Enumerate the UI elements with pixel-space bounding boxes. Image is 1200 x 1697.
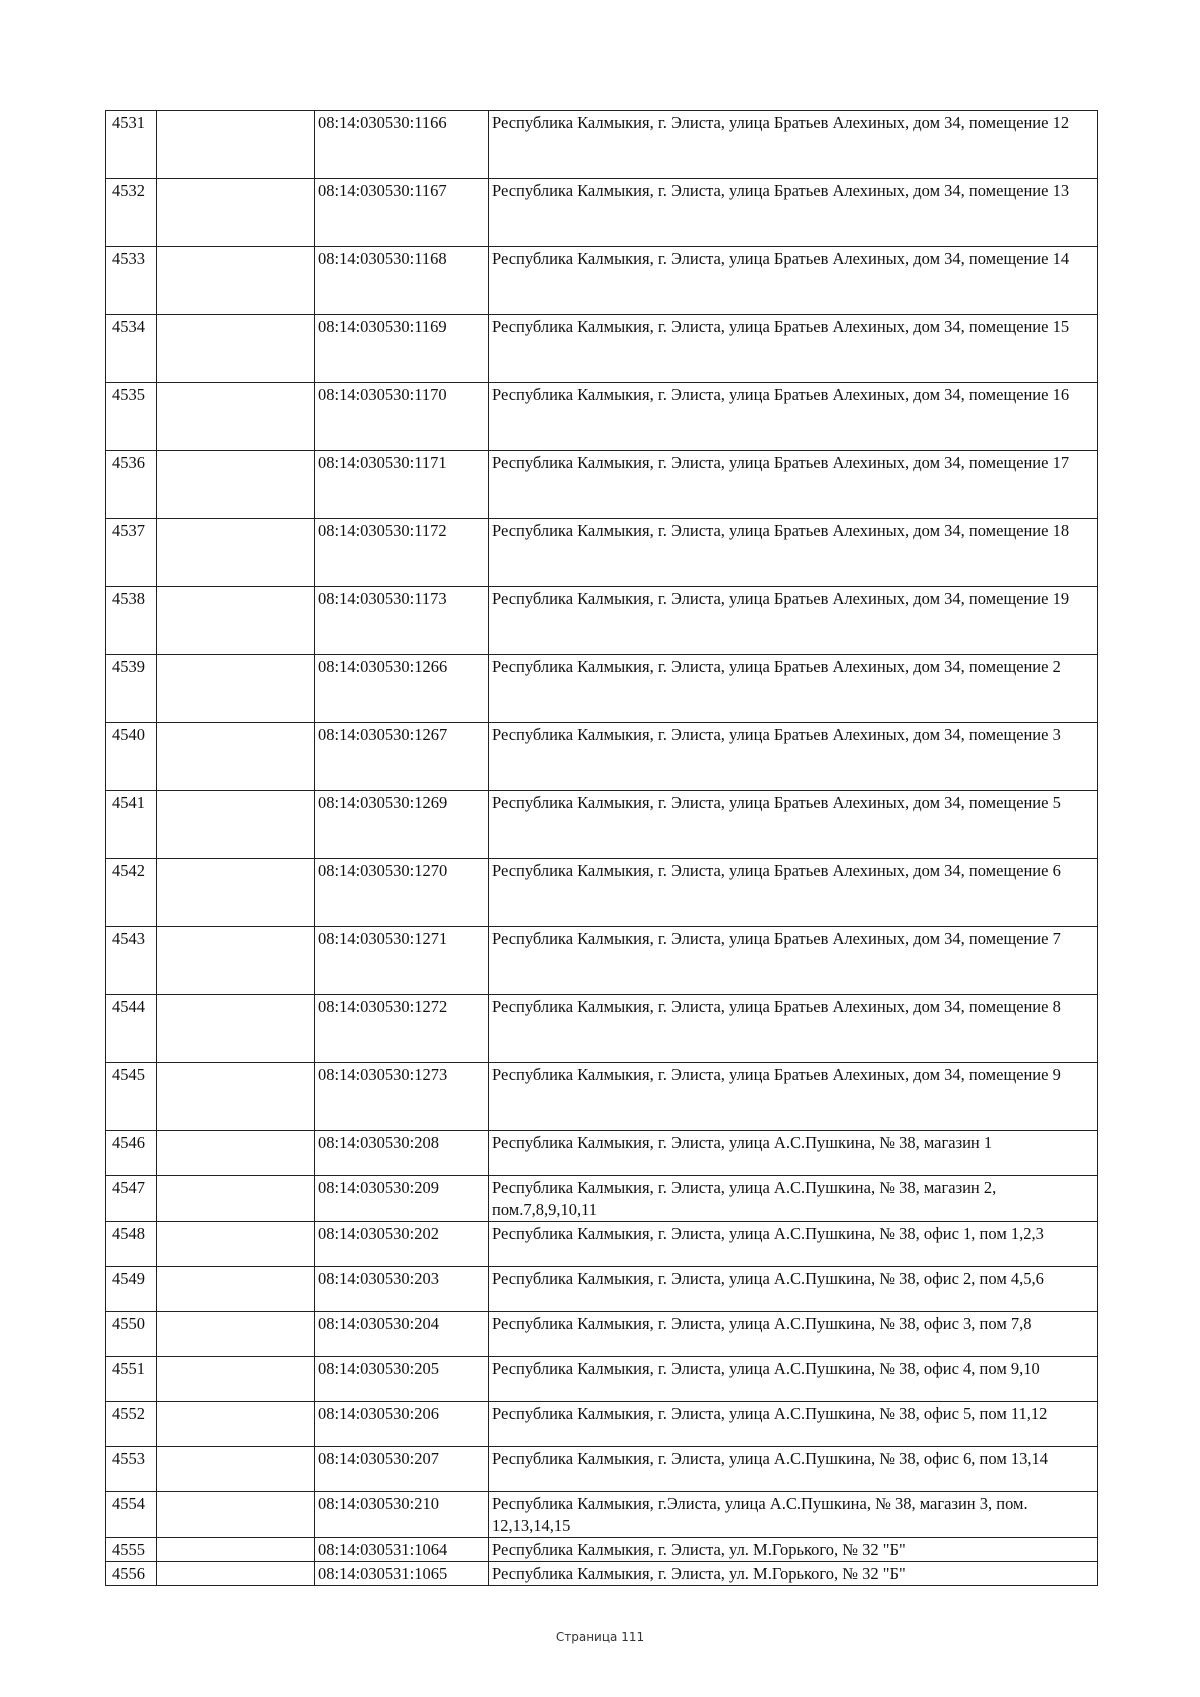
row-number-cell: 4533 <box>106 247 157 315</box>
table-row <box>106 1562 1098 1586</box>
row-number-cell: 4535 <box>106 383 157 451</box>
address-cell: Республика Калмыкия, г. Элиста, улица А.С.Пушкина, № 38, офис 6, пом 13,14 <box>489 1447 1098 1492</box>
row-code-cell <box>157 383 315 451</box>
address-cell: Республика Калмыкия, г.Элиста, улица А.С.Пушкина, № 38, магазин 3, пом. 12,13,14,15 <box>489 1492 1098 1538</box>
address-cell: Республика Калмыкия, г. Элиста, улица Братьев Алехиных, дом 34, помещение 19 <box>489 587 1098 655</box>
row-code-cell <box>157 1131 315 1176</box>
cadastral-number-cell: 08:14:030530:1270 <box>315 859 489 927</box>
table-row <box>106 1312 1098 1357</box>
table-row <box>106 1131 1098 1176</box>
row-number-cell: 4550 <box>106 1312 157 1357</box>
row-number-cell: 4554 <box>106 1492 157 1538</box>
cadastral-number-cell: 08:14:030530:210 <box>315 1492 489 1538</box>
address-cell: Республика Калмыкия, г. Элиста, улица Братьев Алехиных, дом 34, помещение 18 <box>489 519 1098 587</box>
address-cell: Республика Калмыкия, г. Элиста, улица Братьев Алехиных, дом 34, помещение 16 <box>489 383 1098 451</box>
table-row <box>106 927 1098 995</box>
row-number-cell: 4551 <box>106 1357 157 1402</box>
table-row <box>106 1357 1098 1402</box>
row-number-cell: 4538 <box>106 587 157 655</box>
row-number-cell: 4544 <box>106 995 157 1063</box>
address-cell: Республика Калмыкия, г. Элиста, улица Братьев Алехиных, дом 34, помещение 3 <box>489 723 1098 791</box>
address-cell: Республика Калмыкия, г. Элиста, улица А.С.Пушкина, № 38, офис 1, пом 1,2,3 <box>489 1222 1098 1267</box>
row-code-cell <box>157 1063 315 1131</box>
row-number-cell: 4545 <box>106 1063 157 1131</box>
row-number-cell: 4537 <box>106 519 157 587</box>
address-cell: Республика Калмыкия, г. Элиста, улица Братьев Алехиных, дом 34, помещение 9 <box>489 1063 1098 1131</box>
row-code-cell <box>157 1402 315 1447</box>
table-row <box>106 1492 1098 1538</box>
address-cell: Республика Калмыкия, г. Элиста, улица А.С.Пушкина, № 38, офис 3, пом 7,8 <box>489 1312 1098 1357</box>
cadastral-number-cell: 08:14:030530:1267 <box>315 723 489 791</box>
row-code-cell <box>157 179 315 247</box>
address-cell: Республика Калмыкия, г. Элиста, улица А.С.Пушкина, № 38, магазин 1 <box>489 1131 1098 1176</box>
table-row <box>106 519 1098 587</box>
cadastral-number-cell: 08:14:030530:1273 <box>315 1063 489 1131</box>
row-number-cell: 4536 <box>106 451 157 519</box>
cadastral-number-cell: 08:14:030530:203 <box>315 1267 489 1312</box>
address-cell: Республика Калмыкия, г. Элиста, улица Братьев Алехиных, дом 34, помещение 13 <box>489 179 1098 247</box>
table-row <box>106 1267 1098 1312</box>
row-code-cell <box>157 1538 315 1562</box>
cadastral-number-cell: 08:14:030530:1272 <box>315 995 489 1063</box>
row-number-cell: 4555 <box>106 1538 157 1562</box>
address-cell: Республика Калмыкия, г. Элиста, улица А.С.Пушкина, № 38, офис 5, пом 11,12 <box>489 1402 1098 1447</box>
row-number-cell: 4534 <box>106 315 157 383</box>
cadastral-number-cell: 08:14:030530:1269 <box>315 791 489 859</box>
address-cell: Республика Калмыкия, г. Элиста, улица Братьев Алехиных, дом 34, помещение 7 <box>489 927 1098 995</box>
cadastral-number-cell: 08:14:030530:1172 <box>315 519 489 587</box>
row-code-cell <box>157 859 315 927</box>
table-row <box>106 1063 1098 1131</box>
row-code-cell <box>157 1267 315 1312</box>
address-cell: Республика Калмыкия, г. Элиста, улица Братьев Алехиных, дом 34, помещение 17 <box>489 451 1098 519</box>
address-cell: Республика Калмыкия, г. Элиста, улица А.С.Пушкина, № 38, магазин 2, пом.7,8,9,10,11 <box>489 1176 1098 1222</box>
table-row <box>106 179 1098 247</box>
registry-table-body <box>106 111 1098 1586</box>
cadastral-number-cell: 08:14:030530:1271 <box>315 927 489 995</box>
cadastral-number-cell: 08:14:030530:1166 <box>315 111 489 179</box>
row-code-cell <box>157 587 315 655</box>
address-cell: Республика Калмыкия, г. Элиста, улица Братьев Алехиных, дом 34, помещение 15 <box>489 315 1098 383</box>
table-row <box>106 1176 1098 1222</box>
table-row <box>106 655 1098 723</box>
cadastral-number-cell: 08:14:030530:1170 <box>315 383 489 451</box>
address-cell: Республика Калмыкия, г. Элиста, ул. М.Горького, № 32 "Б" <box>489 1562 1098 1586</box>
cadastral-number-cell: 08:14:030530:205 <box>315 1357 489 1402</box>
cadastral-number-cell: 08:14:030530:204 <box>315 1312 489 1357</box>
address-cell: Республика Калмыкия, г. Элиста, улица Братьев Алехиных, дом 34, помещение 14 <box>489 247 1098 315</box>
table-row <box>106 859 1098 927</box>
row-number-cell: 4531 <box>106 111 157 179</box>
table-row <box>106 723 1098 791</box>
row-code-cell <box>157 995 315 1063</box>
cadastral-number-cell: 08:14:030530:1169 <box>315 315 489 383</box>
row-number-cell: 4556 <box>106 1562 157 1586</box>
row-code-cell <box>157 1222 315 1267</box>
address-cell: Республика Калмыкия, г. Элиста, улица Братьев Алехиных, дом 34, помещение 2 <box>489 655 1098 723</box>
page-footer: Страница 111 <box>555 1630 645 1644</box>
table-row <box>106 1222 1098 1267</box>
address-cell: Республика Калмыкия, г. Элиста, улица Братьев Алехиных, дом 34, помещение 8 <box>489 995 1098 1063</box>
row-number-cell: 4541 <box>106 791 157 859</box>
row-code-cell <box>157 315 315 383</box>
cadastral-number-cell: 08:14:030530:207 <box>315 1447 489 1492</box>
address-cell: Республика Калмыкия, г. Элиста, улица Братьев Алехиных, дом 34, помещение 12 <box>489 111 1098 179</box>
address-cell: Республика Калмыкия, г. Элиста, улица А.С.Пушкина, № 38, офис 2, пом 4,5,6 <box>489 1267 1098 1312</box>
row-number-cell: 4540 <box>106 723 157 791</box>
row-number-cell: 4553 <box>106 1447 157 1492</box>
table-row <box>106 383 1098 451</box>
row-code-cell <box>157 927 315 995</box>
row-code-cell <box>157 247 315 315</box>
address-cell: Республика Калмыкия, г. Элиста, ул. М.Горького, № 32 "Б" <box>489 1538 1098 1562</box>
address-cell: Республика Калмыкия, г. Элиста, улица А.С.Пушкина, № 38, офис 4, пом 9,10 <box>489 1357 1098 1402</box>
cadastral-number-cell: 08:14:030531:1064 <box>315 1538 489 1562</box>
table-row <box>106 587 1098 655</box>
row-number-cell: 4548 <box>106 1222 157 1267</box>
row-number-cell: 4539 <box>106 655 157 723</box>
row-number-cell: 4546 <box>106 1131 157 1176</box>
table-row <box>106 995 1098 1063</box>
table-row <box>106 315 1098 383</box>
cadastral-number-cell: 08:14:030531:1065 <box>315 1562 489 1586</box>
row-code-cell <box>157 655 315 723</box>
table-row <box>106 791 1098 859</box>
address-cell: Республика Калмыкия, г. Элиста, улица Братьев Алехиных, дом 34, помещение 6 <box>489 859 1098 927</box>
row-code-cell <box>157 791 315 859</box>
row-code-cell <box>157 1357 315 1402</box>
row-code-cell <box>157 1562 315 1586</box>
row-code-cell <box>157 1492 315 1538</box>
row-number-cell: 4542 <box>106 859 157 927</box>
cadastral-number-cell: 08:14:030530:202 <box>315 1222 489 1267</box>
cadastral-number-cell: 08:14:030530:1167 <box>315 179 489 247</box>
table-row <box>106 1402 1098 1447</box>
table-row <box>106 1538 1098 1562</box>
table-row <box>106 1447 1098 1492</box>
row-number-cell: 4532 <box>106 179 157 247</box>
table-row <box>106 111 1098 179</box>
row-number-cell: 4543 <box>106 927 157 995</box>
cadastral-number-cell: 08:14:030530:208 <box>315 1131 489 1176</box>
table-row <box>106 247 1098 315</box>
cadastral-number-cell: 08:14:030530:1171 <box>315 451 489 519</box>
cadastral-number-cell: 08:14:030530:206 <box>315 1402 489 1447</box>
row-code-cell <box>157 1447 315 1492</box>
cadastral-number-cell: 08:14:030530:1266 <box>315 655 489 723</box>
row-number-cell: 4549 <box>106 1267 157 1312</box>
registry-table <box>105 110 1098 1586</box>
row-number-cell: 4547 <box>106 1176 157 1222</box>
row-code-cell <box>157 723 315 791</box>
table-row <box>106 451 1098 519</box>
row-code-cell <box>157 1176 315 1222</box>
row-code-cell <box>157 451 315 519</box>
cadastral-number-cell: 08:14:030530:209 <box>315 1176 489 1222</box>
row-number-cell: 4552 <box>106 1402 157 1447</box>
address-cell: Республика Калмыкия, г. Элиста, улица Братьев Алехиных, дом 34, помещение 5 <box>489 791 1098 859</box>
cadastral-number-cell: 08:14:030530:1173 <box>315 587 489 655</box>
row-code-cell <box>157 111 315 179</box>
row-code-cell <box>157 1312 315 1357</box>
cadastral-number-cell: 08:14:030530:1168 <box>315 247 489 315</box>
row-code-cell <box>157 519 315 587</box>
